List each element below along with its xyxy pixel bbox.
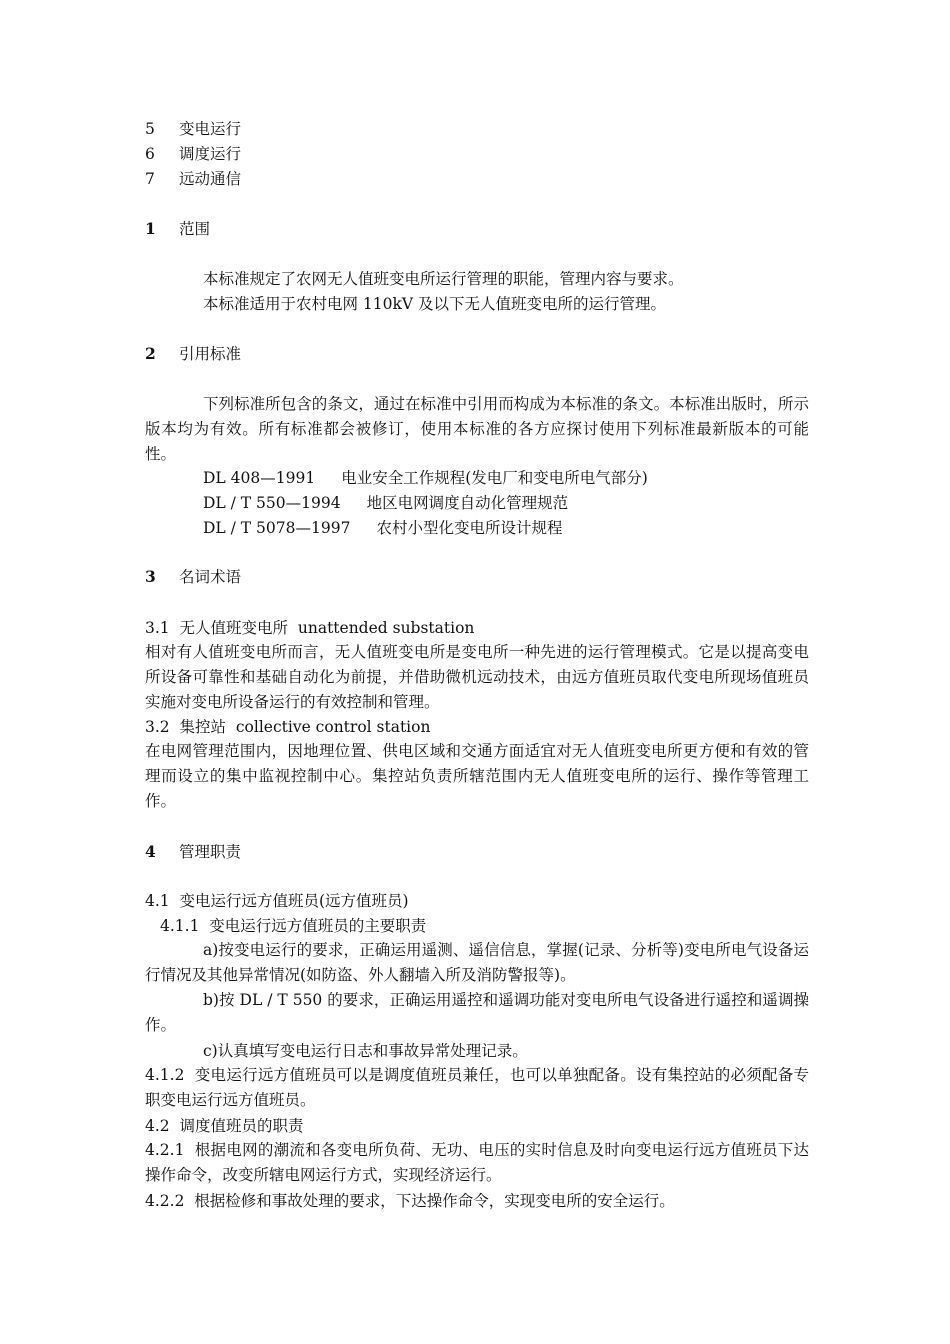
subsection-heading: 4.2 调度值班员的职责 [145, 1117, 304, 1135]
reference-code: DL / T 550—1994 [203, 494, 341, 512]
term-heading: 3.1 无人值班变电所 unattended substation [145, 619, 475, 637]
section-number: 1 [145, 219, 156, 238]
section-heading [145, 219, 210, 239]
reference-item [203, 468, 648, 488]
reference-name: 农村小型化变电所设计规程 [376, 519, 563, 537]
term-heading: 3.2 集控站 collective control station [145, 718, 431, 736]
paragraph: 4.2.1 根据电网的潮流和各变电所负荷、无功、电压的实时信息及时向变电运行远方值班员下达操作命令，改变所辖电网运行方式，实现经济运行。 [145, 1141, 809, 1184]
toc-title: 远动通信 [179, 170, 242, 188]
paragraph: 本标准规定了农网无人值班变电所运行管理的职能，管理内容与要求。 [203, 270, 684, 288]
section-number: 3 [145, 567, 156, 586]
section-heading [145, 567, 241, 587]
paragraph: 下列标准所包含的条文，通过在标准中引用而构成为本标准的条文。本标准出版时，所示版本均为有效。所有标准都会被修订，使用本标准的各方应探讨使用下列标准最新版本的可能性。 [145, 395, 809, 463]
list-item: a)按变电运行的要求，正确运用遥测、遥信信息，掌握(记录、分析等)变电所电气设备运行情况及其他异常情况(如防盗、外人翻墙入所及消防警报等)。 [145, 941, 809, 984]
section-title: 名词术语 [179, 568, 242, 586]
section-number: 2 [145, 344, 156, 363]
reference-name: 地区电网调度自动化管理规范 [366, 494, 569, 512]
section-heading [145, 842, 241, 862]
reference-code: DL / T 5078—1997 [203, 519, 351, 537]
section-title: 范围 [179, 220, 211, 238]
term-definition: 相对有人值班变电所而言，无人值班变电所是变电所一种先进的运行管理模式。它是以提高变电所设备可靠性和基础自动化为前提，并借助微机远动技术，由远方值班员取代变电所现场值班员实施对变电所设备运行的有效控制和管理。 [145, 643, 809, 711]
reference-item [203, 518, 562, 538]
subsection-heading: 4.1.1 变电运行远方值班员的主要职责 [160, 917, 427, 935]
paragraph: 本标准适用于农村电网 110kV 及以下无人值班变电所的运行管理。 [203, 295, 667, 313]
list-item: c)认真填写变电运行日志和事故异常处理记录。 [203, 1042, 528, 1060]
toc-title: 调度运行 [179, 145, 242, 163]
section-title: 管理职责 [179, 843, 242, 861]
list-item: b)按 DL / T 550 的要求，正确运用遥控和遥调功能对变电所电气设备进行遥控和遥调操作。 [145, 991, 809, 1034]
section-number: 4 [145, 842, 156, 861]
toc-item [145, 144, 241, 164]
paragraph: 4.2.2 根据检修和事故处理的要求，下达操作命令，实现变电所的安全运行。 [145, 1192, 675, 1210]
toc-item [145, 169, 241, 189]
toc-num: 6 [145, 145, 155, 163]
toc-item [145, 119, 241, 139]
reference-name: 电业安全工作规程(发电厂和变电所电气部分) [341, 469, 648, 487]
subsection-heading: 4.1 变电运行远方值班员(远方值班员) [145, 892, 409, 910]
section-title: 引用标准 [179, 345, 242, 363]
paragraph: 4.1.2 变电运行远方值班员可以是调度值班员兼任，也可以单独配备。设有集控站的必须配备专职变电运行远方值班员。 [145, 1066, 809, 1109]
toc-num: 5 [145, 120, 155, 138]
toc-title: 变电运行 [179, 120, 242, 138]
term-definition: 在电网管理范围内，因地理位置、供电区域和交通方面适宜对无人值班变电所更方便和有效的管理而设立的集中监视控制中心。集控站负责所辖范围内无人值班变电所的运行、操作等管理工作。 [145, 742, 809, 810]
toc-num: 7 [145, 170, 155, 188]
section-heading [145, 344, 241, 364]
reference-item [203, 493, 568, 513]
reference-code: DL 408—1991 [203, 469, 316, 487]
